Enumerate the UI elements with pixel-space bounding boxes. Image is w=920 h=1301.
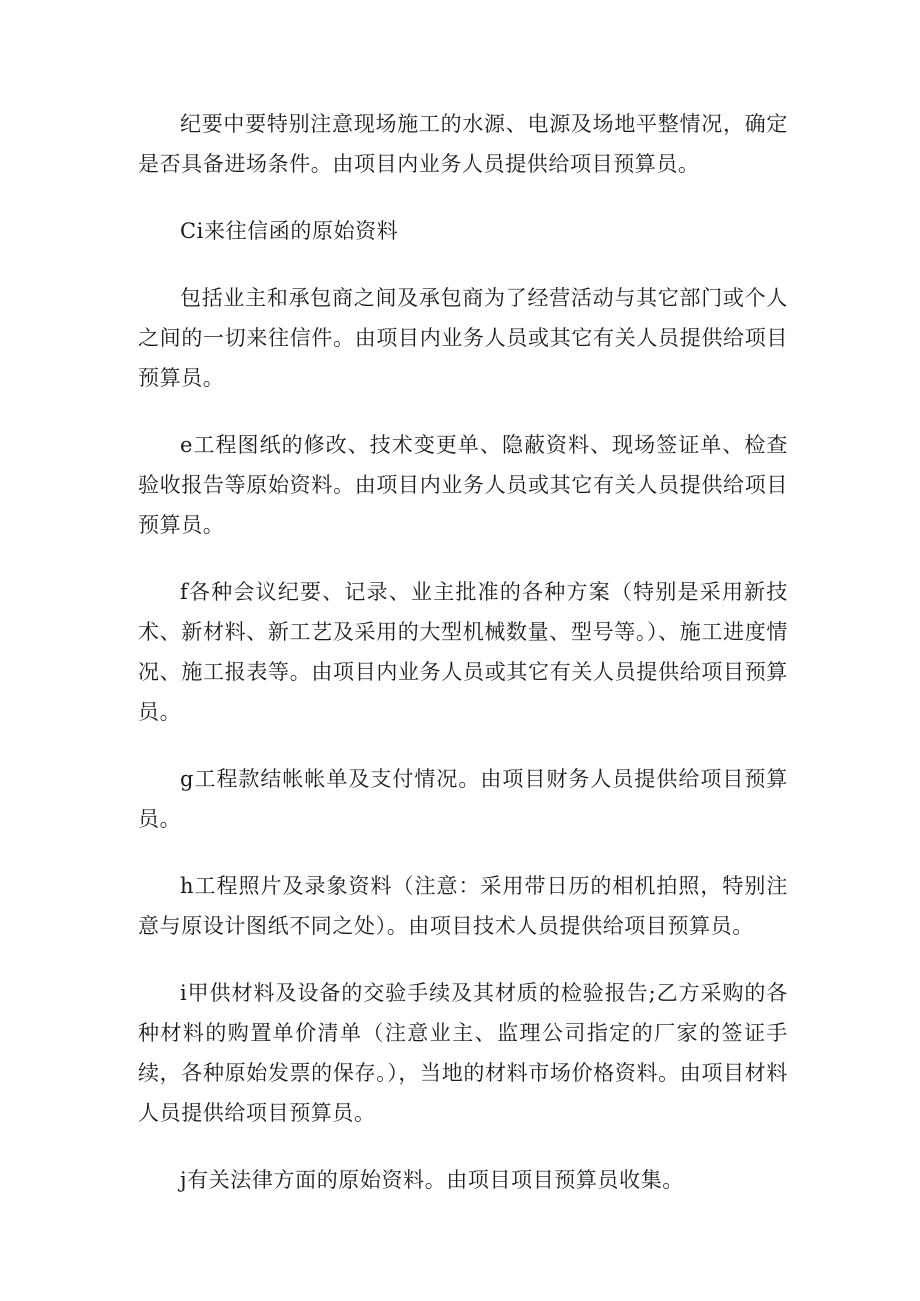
paragraph-meeting-notes: 纪要中要特别注意现场施工的水源、电源及场地平整情况，确定是否具备进场条件。由项目内业务人员提供给项目预算员。	[138, 112, 788, 176]
paragraph-f-meetings: f各种会议纪要、记录、业主批准的各种方案（特别是采用新技术、新材料、新工艺及采用的大型机械数量、型号等。）、施工进度情况、施工报表等。由项目内业务人员或其它有关人员提供给项目预算员。	[138, 580, 788, 724]
paragraph-c-heading: Ci来往信函的原始资料	[180, 219, 399, 243]
paragraph-correspondence: 包括业主和承包商之间及承包商为了经营活动与其它部门或个人之间的一切来往信件。由项目内业务人员或其它有关人员提供给项目预算员。	[138, 286, 788, 390]
paragraph-h-photos: h工程照片及录象资料（注意：采用带日历的相机拍照，特别注意与原设计图纸不同之处）。由项目技术人员提供给项目预算员。	[138, 874, 788, 938]
paragraph-j-legal: j有关法律方面的原始资料。由项目项目预算员收集。	[180, 1168, 684, 1192]
paragraph-i-materials: i甲供材料及设备的交验手续及其材质的检验报告;乙方采购的各种材料的购置单价清单（注意业主、监理公司指定的厂家的签证手续，各种原始发票的保存。），当地的材料市场价格资料。由项目材料人员提供给项目预算员。	[138, 981, 788, 1125]
document-body	[138, 104, 788, 1227]
paragraph-g-payments: g工程款结帐帐单及支付情况。由项目财务人员提供给项目预算员。	[138, 767, 788, 831]
paragraph-e-drawings: e工程图纸的修改、技术变更单、隐蔽资料、现场签证单、检查验收报告等原始资料。由项目内业务人员或其它有关人员提供给项目预算员。	[138, 433, 788, 537]
